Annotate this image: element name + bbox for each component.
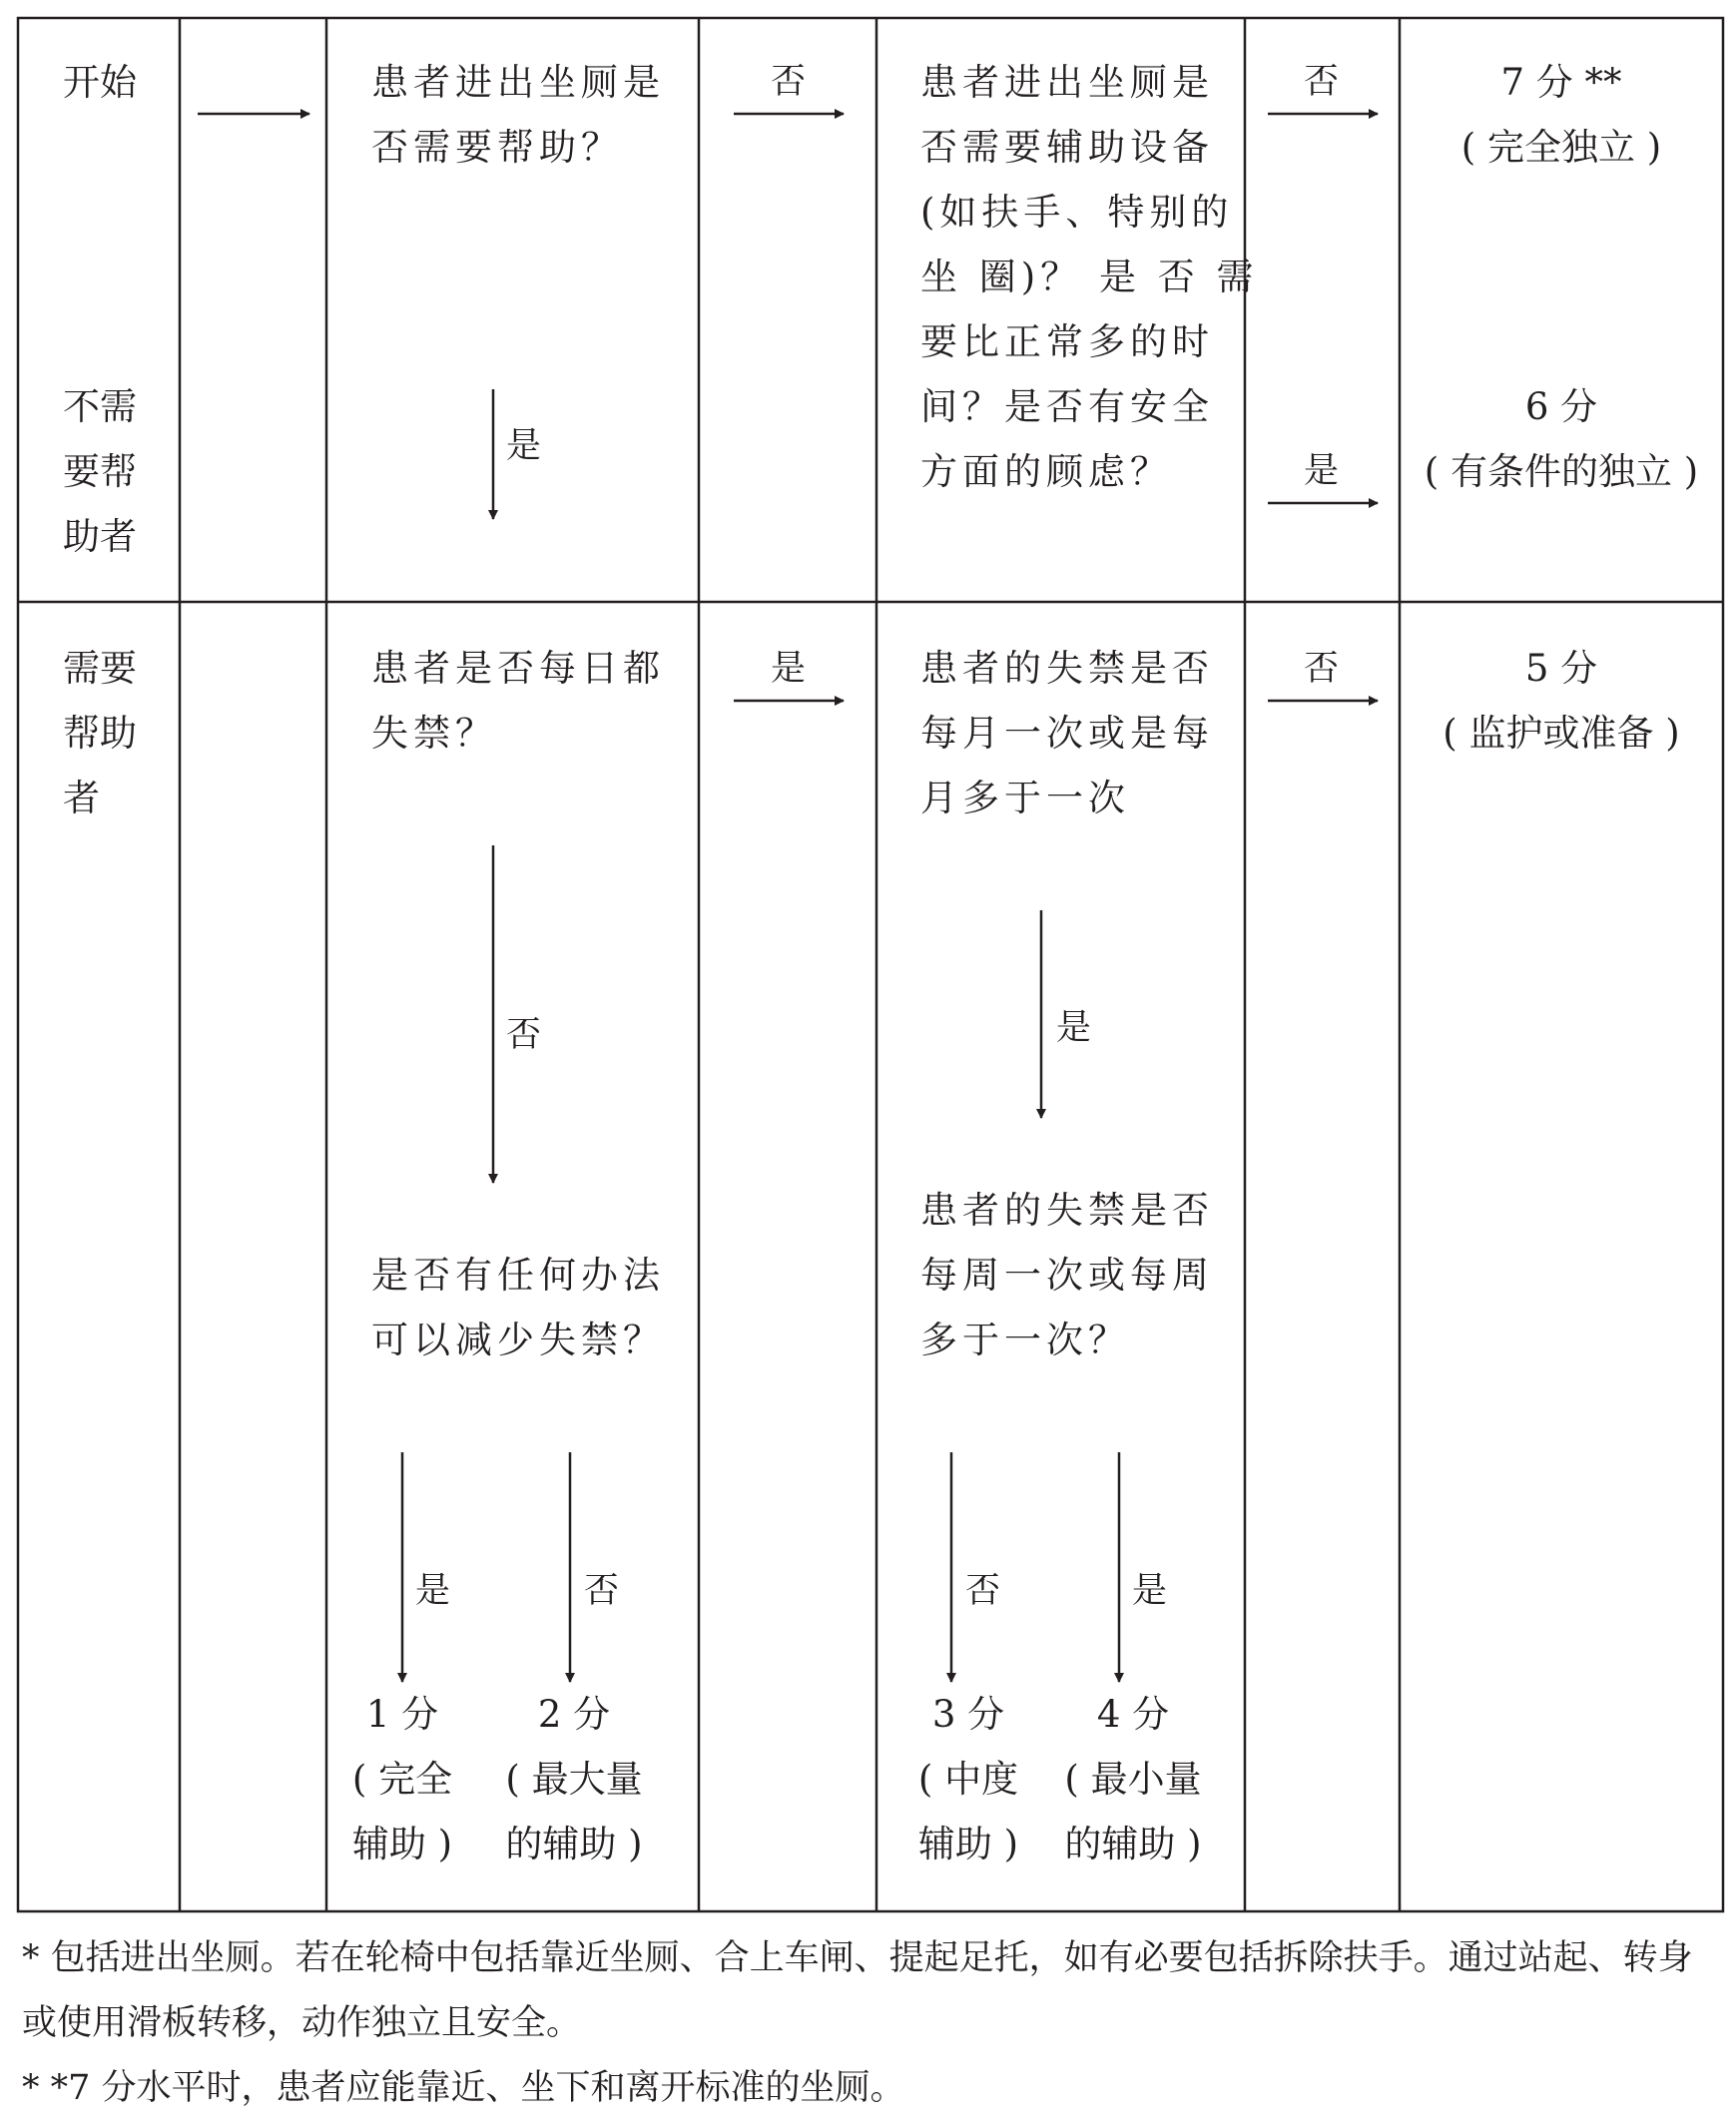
arrow-label-q1-q2: 否	[771, 62, 807, 102]
footnote-2: * *7 分水平时，患者应能靠近、坐下和离开标准的坐厕。	[22, 2068, 905, 2108]
arrow-label-q2-s7: 否	[1304, 62, 1340, 102]
table-borders	[18, 18, 1723, 1911]
arrow-label-q3-down: 否	[506, 1015, 542, 1055]
footnote-1: * 包括进出坐厕。若在轮椅中包括靠近坐厕、合上车闸、提起足托，如有必要包括拆除扶手。通过站起、转身或使用滑板转移，动作独立且安全。	[22, 1938, 1693, 2043]
row-label-no-help-2: 要帮	[63, 450, 137, 493]
arrow-label-q5-s2: 否	[584, 1571, 620, 1611]
arrow-label-q6-s4: 是	[1132, 1571, 1168, 1611]
arrow-label-q3-q4: 是	[771, 649, 807, 689]
arrow-label-q5-s1: 是	[415, 1571, 451, 1611]
arrow-label-q6-s3: 否	[965, 1571, 1001, 1611]
arrow-label-q4-down: 是	[1056, 1008, 1092, 1048]
arrow-label-q2-s6: 是	[1304, 451, 1340, 491]
row-label-start: 开始	[63, 61, 137, 104]
arrow-label-q1-down: 是	[506, 426, 542, 466]
arrow-label-q4-s5: 否	[1304, 649, 1340, 689]
row-label-no-help-1: 不需	[63, 385, 137, 428]
row-label-need-help-1: 需要	[63, 647, 137, 690]
row-label-no-help-3: 助者	[63, 515, 137, 558]
row-label-need-help-2: 帮助者	[63, 712, 137, 819]
